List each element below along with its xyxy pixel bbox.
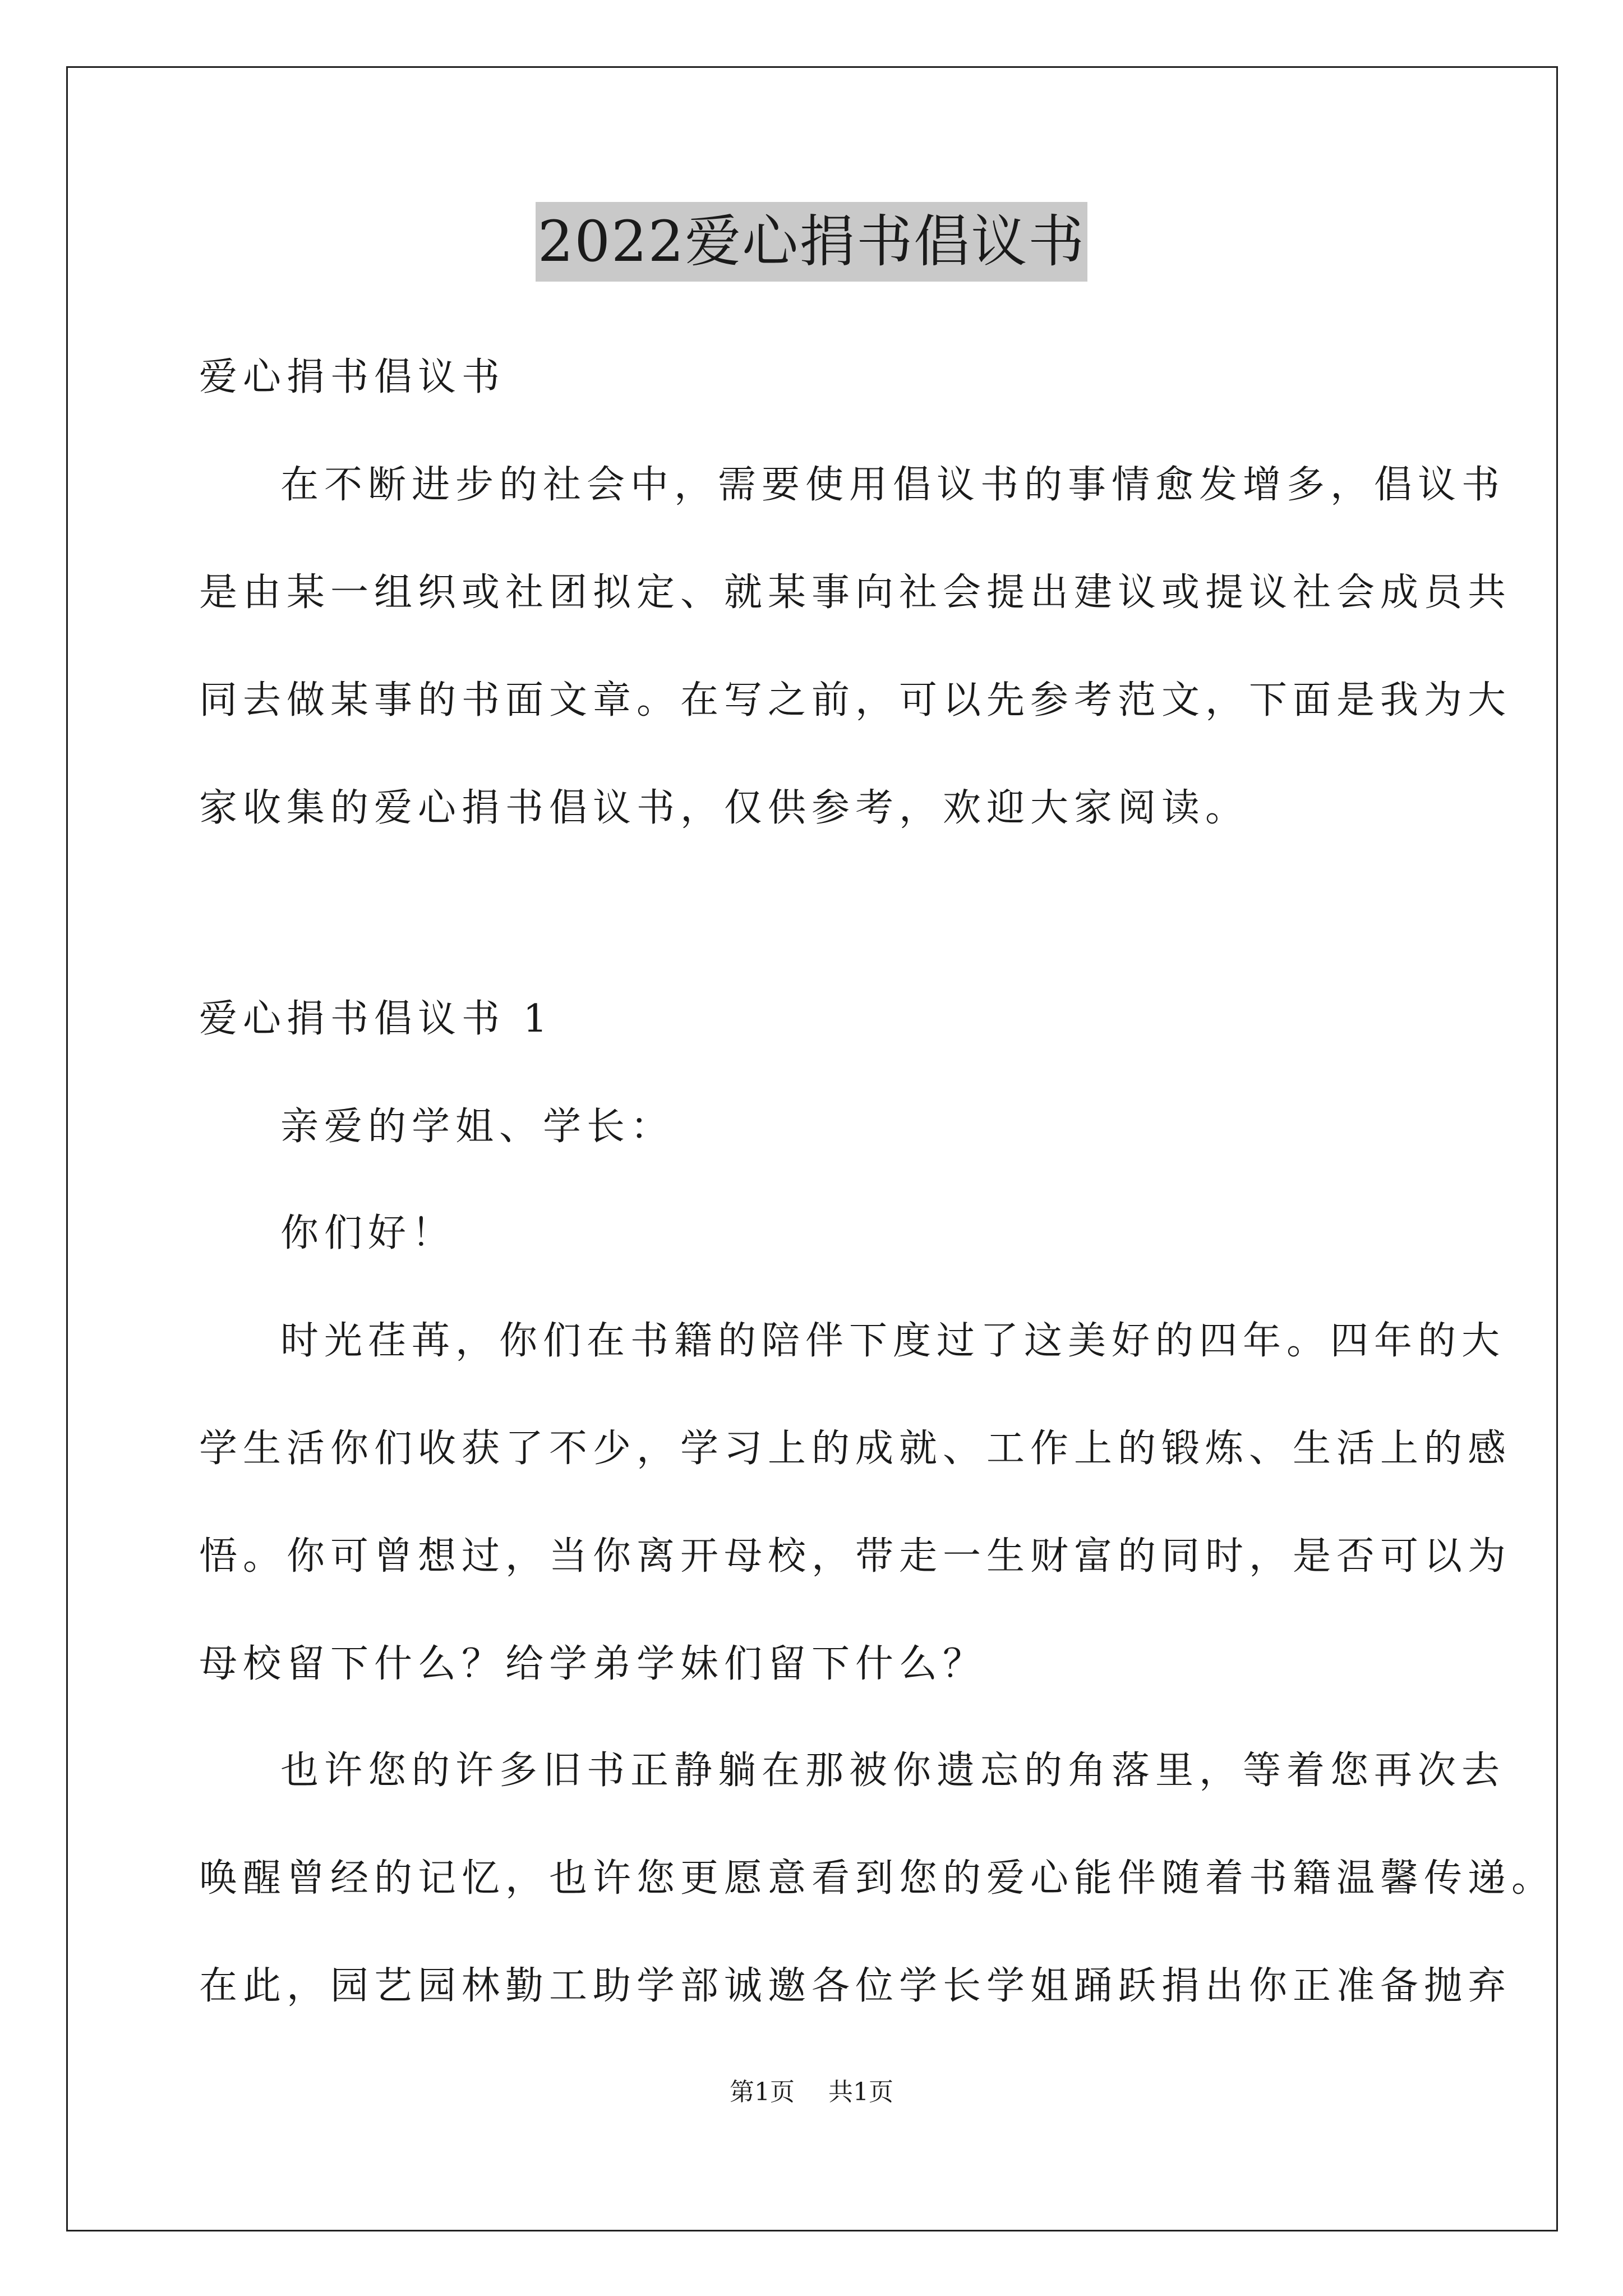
paragraph1-line-3: 悟。你可曾想过，当你离开母校，带走一生财富的同时，是否可以为 (199, 1534, 1512, 1579)
section-heading: 爱心捐书倡议书 1 (199, 997, 553, 1041)
paragraph1-line-2: 学生活你们收获了不少，学习上的成就、工作上的锻炼、生活上的感 (199, 1427, 1512, 1471)
paragraph1-line-1: 时光荏苒，你们在书籍的陪伴下度过了这美好的四年。四年的大 (280, 1319, 1506, 1363)
paragraph2-line-2: 唤醒曾经的记忆，也许您更愿意看到您的爱心能伴随着书籍温馨传递。 (199, 1856, 1556, 1901)
paragraph1-line-4: 母校留下什么？给学弟学妹们留下什么？ (199, 1642, 987, 1686)
paragraph2-line-1: 也许您的许多旧书正静躺在那被你遗忘的角落里，等着您再次去 (280, 1749, 1506, 1793)
page-number: 第1页 (730, 2078, 795, 2106)
page-total: 共1页 (828, 2078, 893, 2106)
subtitle: 爱心捐书倡议书 (199, 355, 506, 399)
greeting: 你们好！ (280, 1211, 456, 1255)
document-title: 2022爱心捐书倡议书 (536, 202, 1088, 282)
intro-line-2: 是由某一组织或社团拟定、就某事向社会提出建议或提议社会成员共 (199, 570, 1512, 615)
title-container (0, 202, 1623, 282)
intro-line-4: 家收集的爱心捐书倡议书，仅供参考，欢迎大家阅读。 (199, 786, 1249, 830)
intro-line-1: 在不断进步的社会中，需要使用倡议书的事情愈发增多，倡议书 (280, 463, 1506, 507)
paragraph2-line-3: 在此，园艺园林勤工助学部诚邀各位学长学姐踊跃捐出你正准备抛弃 (199, 1964, 1512, 2008)
page-footer (0, 2076, 1623, 2109)
intro-line-3: 同去做某事的书面文章。在写之前，可以先参考范文，下面是我为大 (199, 678, 1512, 723)
salutation: 亲爱的学姐、学长： (280, 1105, 675, 1149)
